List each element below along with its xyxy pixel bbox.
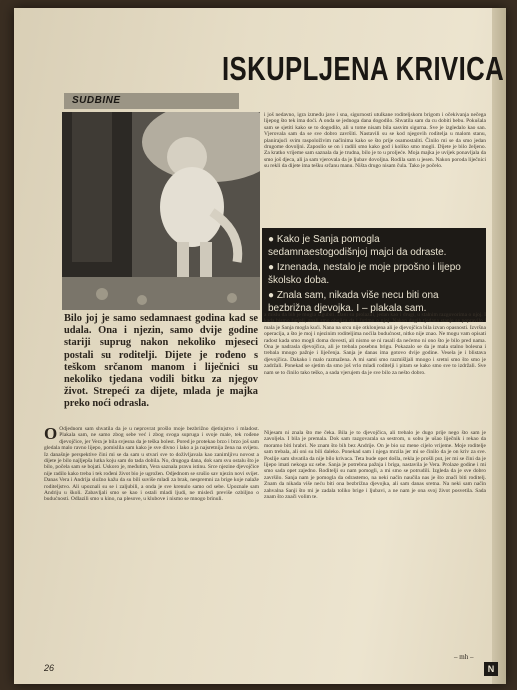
magazine-logo-mark: N xyxy=(484,662,498,676)
section-label: SUDBINE xyxy=(72,95,121,106)
page-binding xyxy=(492,8,506,684)
drop-cap: O xyxy=(44,426,58,443)
highlight-item: ● Znala sam, nikada više necu biti ona bezbrižna djevojka. I – plakala sam. xyxy=(268,290,439,314)
body-column-mid-right xyxy=(264,312,486,427)
author-signature: – mh – xyxy=(454,653,474,661)
body-column-top-right xyxy=(264,112,486,224)
magazine-page xyxy=(14,8,506,684)
article-deck xyxy=(64,313,258,411)
child-photo-icon xyxy=(62,112,260,310)
deck-text: Bilo joj je samo sedamnaest godina kad se udala. Ona i njezin, samo dvije godine stariji suprug nakon nekoliko mjeseci postali su roditelji. Dijete je rođeno s teškom srčanom manom i liječnici su nekoliko tjedana vodili bitku za njegov život. Strepeći za dijete, mlada je majka preko noći odrasla. xyxy=(64,313,258,410)
body-text: Nijesam ni znala što me čeka. Bila je to djevojčica, ali trebalo je dugo prije nego što sam je zavoljela. I bila je premala. Dok sam razgovarala sa sestrom, u sobu je ušao liječnik i rekao da moramo biti hrabri. Ne znam što bih bez Andrije. On je bio uz mene cijelo vrijeme. Moje roditelje sam trebala, ali oni su bili daleko. Ponekad sam i njega mrzila jer mi se činilo da je on kriv za sve. Poslije sam shvatila da nije bilo krivaca. Teta bude opet došla, rekla je prošli put, jer mi se čini da je lijepo imati nekoga uz sebe. Sanja je potrebna pažnja i briga, nastavila je Vera. Prolaze godine i mi smo sada opet zajedno. Roditelji su nam pomogli, a mi smo se potrudili. Izgleda da je sve dobro završilo. Sanja nam je pomogla da odrastemo, na neki način naučila nas je što znači biti roditelj. Znam da nikada više neću biti ona bezbrižna djevojka, ali sam danas sretna. Na neki sam način zahvalna Sanji što mi je zadala toliko brige i ljubavi, a ne nam je ona svoj život posvetila. Sada znam što znači volim te. xyxy=(264,430,486,501)
body-text: Odjednom sam shvatila da je u neprovrat prošlo moje bezbrižno djetinjstvo i mladost. Plakala sam, ne samo zbog sebe već i zbog svoga supruga i svoje male, tek rođene djevojčice, jer Vera je bila svjesna da je teška bolest. Pored je protekao brzo i brzo još sam gledala malo ravno lijepo, pomislila sam kako je sve divno i lako a ja najsretnija žena na svijetu. Iz današnje perspektive čini mi se da sam u stvari sve to doživljavala kao zanimljivu novost a dijete je bilo najljepša lutka koju sam do tada dobila. No, drugoga dana, dok sam svu ostalu što je bilo, počela sam se bojati. Uskoro je, međutim, Vera saznala pravu istinu. Srce njezine djevojčice nije radilo kako treba i tek rođeni život bio je ugrožen. Odjednom se srušio sav njezin novi svijet. Danas Vera i Andrija složno kažu da su bili suviše mladi za brak, nespremni za brige koje nalaže roditeljstvo. Ali upoznali su se i zaljubili, a onda je sve krenulo samo od sebe. Upoznale sam Andriju u školi. Zabavljali smo se kao i ostali mladi ljudi, ne misleći previše ozbiljno o budućnosti. Odlazili smo u kino, na plesove, u klubove i nismo se mnogo brinuli. xyxy=(44,426,259,503)
highlight-item: ● Kako je Sanja pomogla sedamnaestogodišnjoj majci da odraste. xyxy=(268,234,447,258)
body-text: i još nedavno, igra između jave i sna, sigurnosti utulkane roditeljskom brigom i očekivanja nečega lijepog što tek ima doći. A onda se jednoga dana dogodilo. Shvatila sam da cu dobiti bebu. Pokušala sam se sjetiti kako se to dogodilo, ali u tome nisam bila sasvim sigurna. Sve je izgledalo kao san. Vjerovala sam da se sve dobro završiti. Nastavili su se kod njegovih roditelja u malom stanu, planirajući svim raspoloživim načinima kako se što prije osamostaliti. Činilo mi se da smo jedan drugome dovoljni. Zaposlio se on i radili smo kako god i koliko smo mogli. Dijete je bilo željeno. Za kratko vrijeme sam saznala da je trudna, bilo je to u proljeće. Moja majka je uvijek ponavljala da smo još djeca, ali ja sam vjerovala da je ljubav dovoljna. Rodila sam u jesen. Nakon poroda liječnici su rekli da dijete ima tešku srčanu manu. Ništa drugo nisam čula. Tako je počelo. xyxy=(264,112,486,170)
body-column-right xyxy=(264,430,486,658)
highlights-box xyxy=(262,228,486,322)
highlight-item: ● Iznenada, nestalo je moje prpošno i lijepo školsko doba. xyxy=(268,262,461,286)
body-column-left xyxy=(44,426,259,658)
child-photo xyxy=(62,112,260,310)
body-text: a mislu da bih je mogla izgubiti. Dani su prolazili, jedan kao i drugi, u stalnim razgovorima o njoj. I kada bismo šutjeli, znali smo obojica da i šutimo o njoj. Nakon dugih tjedana stanje se popravilo i mala je Sanja mogla kući. Nana na srcu nije otklonjena ali je djevojčica bila izvan opasnosti. Izvršna operacija, a što je moj i njezinim roditeljima noćila budućnost, nitko nije znao. Ne mogu vam opisati radost kada smo mogli doma dovesti, ali nismo se ni rasali da nećemo ni ono što je bilo pred nama. Ona je nadrasla djevojčica, ali je trebala posebnu brigu. Pokazalo se da je mala stalno bolesna i trebala mnogo pažnje i liječenja. Sanja je danas ima gotovo dvije godine. Vesela je i blistava djevojčica. Dakako i malo razmažena. A mi sami smo razmišljali mnogo i sretni smo što smo je zadržali. Ponekad se sjetim da smo još vrlo mladi roditelji i pitam se kako smo sve to izdržali. Sve nam se to činilo tako teško, a sada vjerujem da je sve bilo za nešto dobro. xyxy=(264,312,486,376)
page-number: 26 xyxy=(44,663,55,673)
article-title: ISKUPLJENA KRIVICA xyxy=(222,50,505,87)
